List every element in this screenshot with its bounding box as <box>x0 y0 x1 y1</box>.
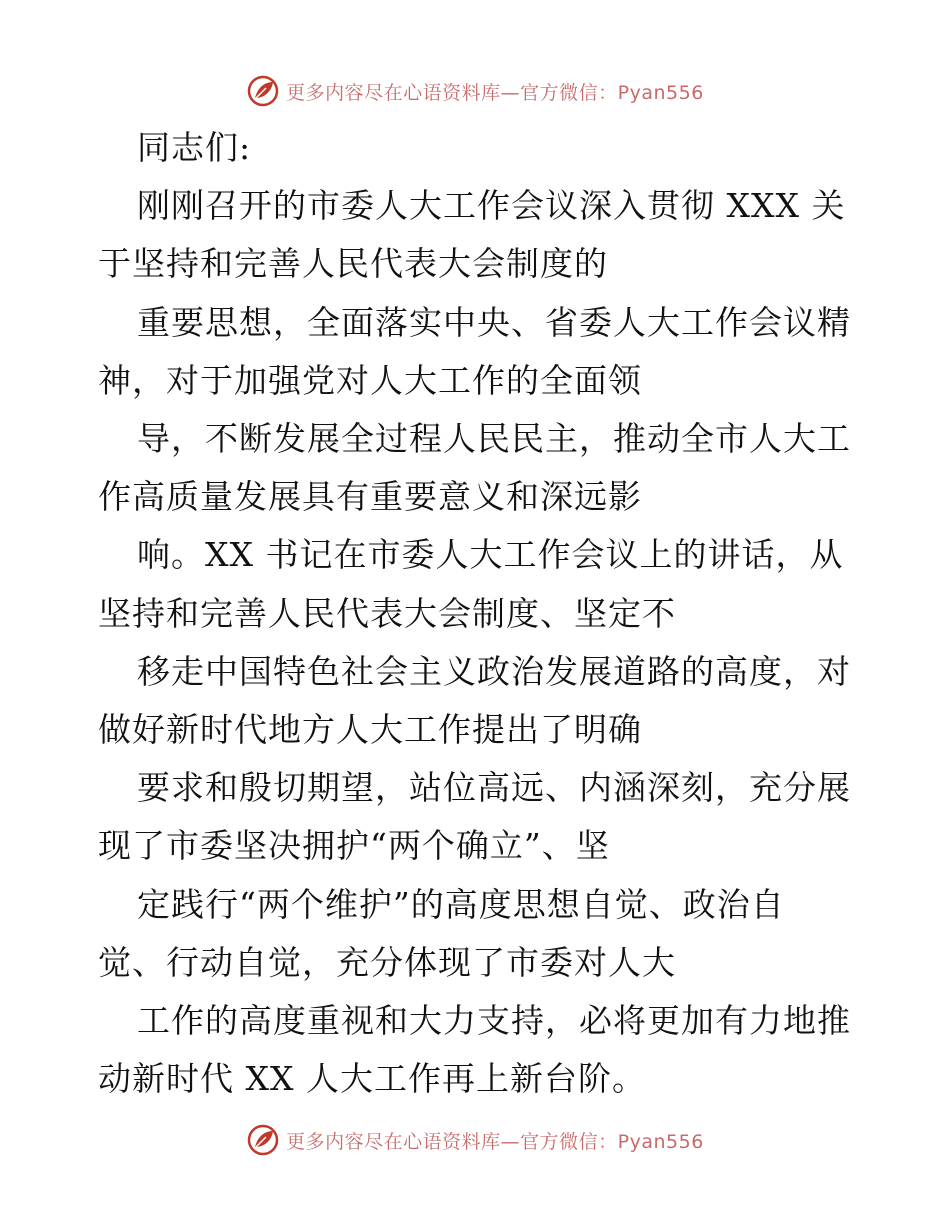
header-watermark <box>0 71 950 111</box>
body-line: 工作的高度重视和大力支持，必将更加有力地推 <box>137 1001 851 1040</box>
body-line: 坚持和完善人民代表大会制度、坚定不 <box>98 594 676 633</box>
body-line: 动新时代 XX 人大工作再上新台阶。 <box>98 1059 646 1098</box>
footer-watermark <box>0 1120 950 1160</box>
body-line: 做好新时代地方人大工作提出了明确 <box>98 710 642 749</box>
body-line: 现了市委坚决拥护“两个确立”、坚 <box>98 826 610 865</box>
leaf-logo-icon <box>246 1123 280 1157</box>
body-line: 于坚持和完善人民代表大会制度的 <box>98 244 608 283</box>
body-line: 神，对于加强党对人大工作的全面领 <box>98 361 642 400</box>
body-line: 要求和殷切期望，站位高远、内涵深刻，充分展 <box>137 768 851 807</box>
body-line: 定践行“两个维护”的高度思想自觉、政治自 <box>137 885 785 924</box>
body-line: 刚刚召开的市委人大工作会议深入贯彻 XXX 关 <box>137 186 846 225</box>
body-line: 作高质量发展具有重要意义和深远影 <box>98 477 642 516</box>
body-line: 同志们: <box>137 128 252 167</box>
body-line: 觉、行动自觉，充分体现了市委对人大 <box>98 943 676 982</box>
watermark-text: 更多内容尽在心语资料库—官方微信：Pyan556 <box>286 1130 704 1153</box>
body-line: 导，不断发展全过程人民民主，推动全市人大工 <box>137 419 851 458</box>
leaf-logo-icon <box>246 74 280 108</box>
body-line: 重要思想，全面落实中央、省委人大工作会议精 <box>137 303 851 342</box>
body-line: 移走中国特色社会主义政治发展道路的高度，对 <box>137 652 851 691</box>
body-line: 响。XX 书记在市委人大工作会议上的讲话，从 <box>137 535 844 574</box>
watermark-text: 更多内容尽在心语资料库—官方微信：Pyan556 <box>286 81 704 104</box>
